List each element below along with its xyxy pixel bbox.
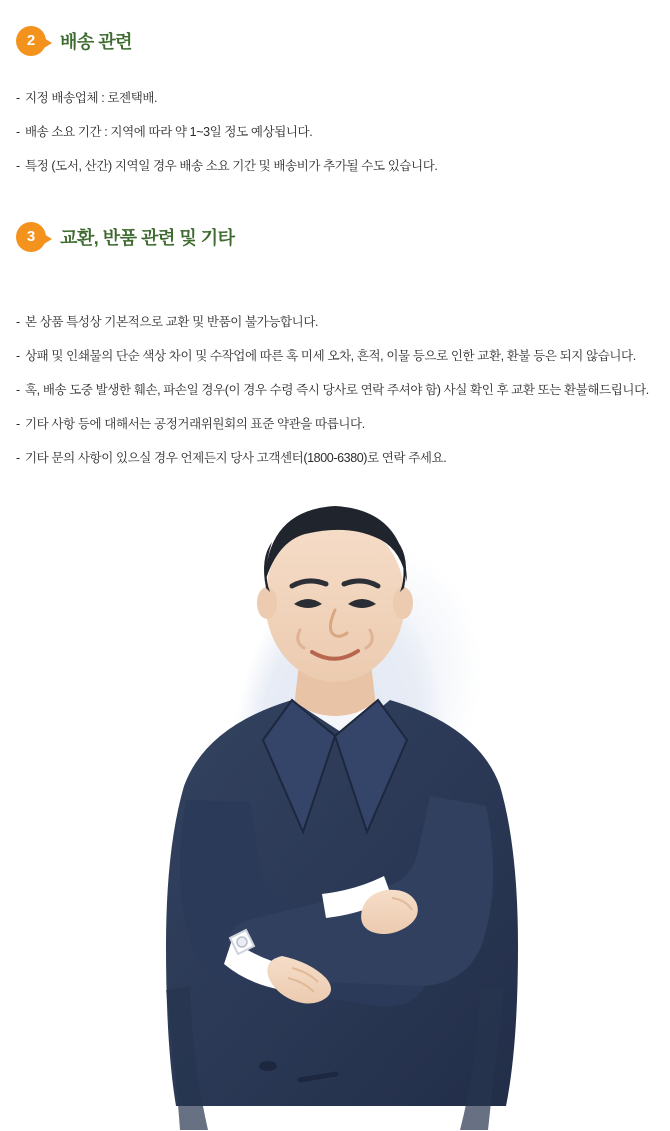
bullet-dash-icon: - — [16, 349, 20, 363]
bullet-dash-icon: - — [16, 315, 20, 329]
person-illustration — [0, 470, 670, 1131]
section-shipping-title: 배송 관련 — [60, 32, 133, 52]
list-item-text: 배송 소요 기간 : 지역에 따라 약 1~3일 정도 예상됩니다. — [25, 125, 313, 139]
list-item-text: 기타 사항 등에 대해서는 공정거래위원회의 표준 약관을 따릅니다. — [25, 417, 365, 431]
badge-pointer-icon — [44, 38, 52, 48]
list-item-text: 특정 (도서, 산간) 지역일 경우 배송 소요 기간 및 배송비가 추가될 수도 있습니다. — [25, 159, 438, 173]
section-exchange-header — [0, 222, 670, 258]
list-item-text: 상패 및 인쇄물의 단순 색상 차이 및 수작업에 따른 혹 미세 오차, 흔적, 이물 등으로 인한 교환, 환불 등은 되지 않습니다. — [25, 349, 636, 363]
list-item-text: 본 상품 특성상 기본적으로 교환 및 반품이 불가능합니다. — [25, 315, 319, 329]
section-shipping-header — [0, 26, 670, 62]
list-item-text: 지정 배송업체 : 로젠택배. — [25, 91, 158, 105]
bullet-dash-icon: - — [16, 159, 20, 173]
bullet-dash-icon: - — [16, 91, 20, 105]
bullet-dash-icon: - — [16, 451, 20, 465]
list-item — [16, 450, 446, 466]
list-item-text: 기타 문의 사항이 있으실 경우 언제든지 당사 고객센터(1800-6380)로 연락 주세요. — [25, 451, 447, 465]
list-item — [16, 382, 649, 398]
list-item — [16, 416, 365, 432]
list-item — [16, 158, 437, 174]
person-illustration-svg — [0, 470, 670, 1131]
bullet-dash-icon: - — [16, 125, 20, 139]
section-exchange — [0, 222, 670, 465]
jacket-button — [259, 1061, 277, 1071]
bullet-dash-icon: - — [16, 417, 20, 431]
list-item — [16, 314, 318, 330]
badge-pointer-icon — [44, 234, 52, 244]
section-shipping — [0, 26, 670, 173]
list-item — [16, 124, 312, 140]
bullet-dash-icon: - — [16, 383, 20, 397]
list-item-text: 혹, 배송 도중 발생한 훼손, 파손일 경우(이 경우 수령 즉시 당사로 연락 주셔야 함) 사실 확인 후 교환 또는 환불해드립니다. — [25, 383, 649, 397]
list-item — [16, 90, 157, 106]
section-number-badge: 3 — [16, 222, 46, 252]
section-exchange-title: 교환, 반품 관련 및 기타 — [60, 228, 235, 248]
list-item — [16, 348, 636, 364]
section-number-badge: 2 — [16, 26, 46, 56]
